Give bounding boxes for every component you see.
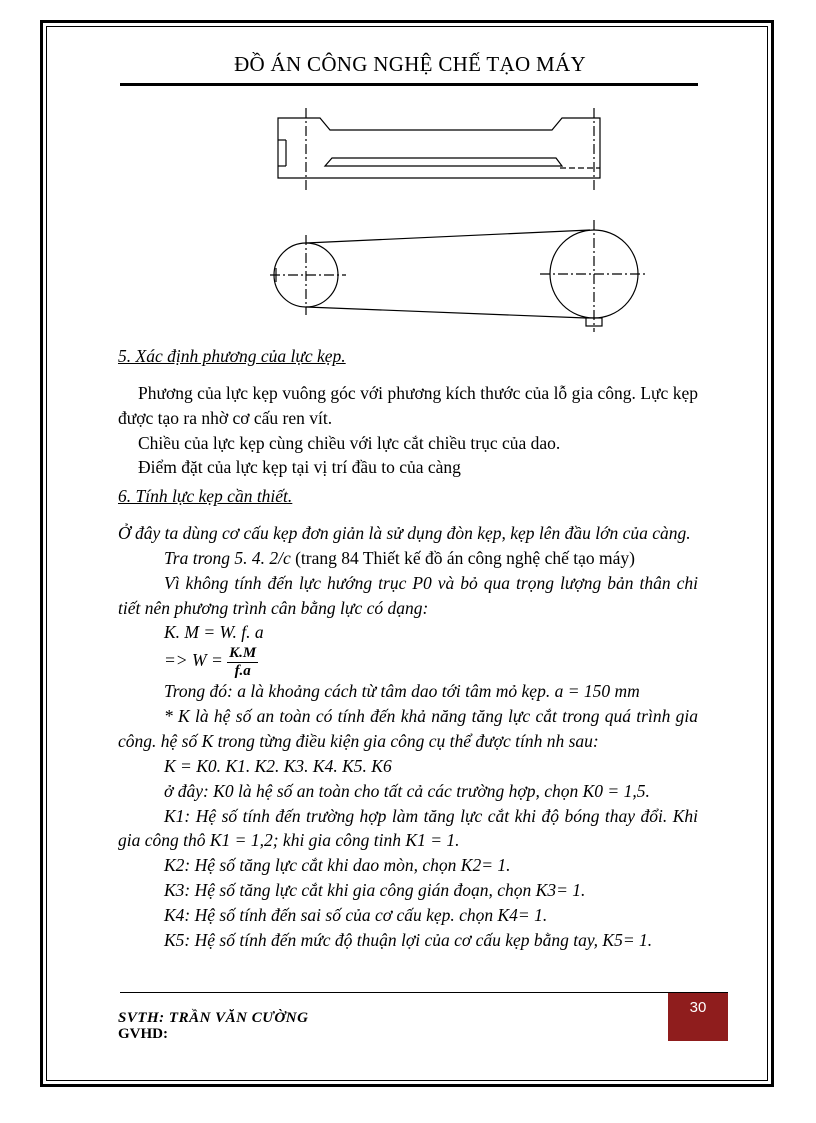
section5-para2: Chiều của lực kẹp cùng chiều với lực cắt chiều trục của dao. — [138, 432, 561, 453]
section6-para9: K2: Hệ số tăng lực cắt khi dao mòn, chọn K2= 1. — [164, 855, 511, 876]
equation-2 — [118, 645, 698, 679]
page-header-title: ĐỒ ÁN CÔNG NGHỆ CHẾ TẠO MÁY — [234, 52, 586, 76]
fraction-numerator: K.M — [229, 645, 257, 662]
top-view — [270, 220, 648, 332]
section6-para10: K3: Hệ số tăng lực cắt khi gia công gián đoạn, chọn K3= 1. — [164, 880, 586, 901]
section5-heading: 5. Xác định phương của lực kẹp. — [118, 346, 346, 366]
section6-para11: K4: Hệ số tính đến sai số của cơ cấu kẹp. chọn K4= 1. — [164, 904, 548, 925]
section6-para12: K5: Hệ số tính đến mức độ thuận lợi của cơ cấu kẹp bằng tay, K5= 1. — [164, 929, 653, 950]
section6-para8: K1: Hệ số tính đến trường hợp làm tăng lực cắt khi độ bóng thay đổi. Khi gia công thô K1 = 1,2; khi gia công tinh K1 = 1. — [118, 805, 698, 851]
page-number: 30 — [668, 993, 728, 1041]
section5-para3: Điểm đặt của lực kẹp tại vị trí đầu to của càng — [138, 457, 461, 478]
part-drawing — [260, 100, 660, 340]
section6-para3: Vì không tính đến lực hướng trục P0 và bỏ qua trọng lượng bản thân chi tiết nên phương trình cân bằng lực có dạng: — [118, 572, 698, 618]
section6-para6: K = K0. K1. K2. K3. K4. K5. K6 — [164, 755, 392, 776]
body-text — [118, 340, 698, 953]
section6-heading: 6. Tính lực kẹp cần thiết. — [118, 486, 293, 507]
fraction-denominator: f.a — [234, 662, 251, 679]
equation-1: K. M = W. f. a — [164, 622, 264, 643]
equation-2-prefix: => W = — [164, 650, 223, 671]
footer-rule — [120, 992, 728, 993]
supervisor-label: GVHD: — [118, 1026, 168, 1042]
section5-para1: Phương của lực kẹp vuông góc với phương kích thước của lỗ gia công. Lực kẹp được tạo ra nhờ cơ cấu ren vít. — [118, 382, 698, 428]
ref-table: Tra trong 5. 4. 2/c — [164, 547, 291, 568]
section6-para4: Trong đó: a là khoảng cách từ tâm dao tới tâm mỏ kẹp. a = 150 mm — [164, 681, 640, 702]
equation-2-fraction — [227, 645, 258, 679]
section6-para7: ở đây: K0 là hệ số an toàn cho tất cả các trường hợp, chọn K0 = 1,5. — [164, 780, 650, 801]
header-rule — [120, 83, 698, 86]
ref-source: (trang 84 Thiết kế đồ án công nghệ chế tạo máy) — [295, 547, 635, 568]
section6-para1: Ở đây ta dùng cơ cấu kẹp đơn giản là sử dụng đòn kẹp, kẹp lên đầu lớn của càng. — [118, 523, 691, 544]
section6-para5: * K là hệ số an toàn có tính đến khả năng tăng lực cắt trong quá trình gia công. hệ số K trong từng điều kiện gia công cụ thể được tính nh sau: — [118, 706, 698, 751]
student-name: SVTH: TRẦN VĂN CƯỜNG — [118, 1010, 309, 1026]
section6-para2 — [118, 546, 698, 571]
side-view — [278, 108, 600, 190]
